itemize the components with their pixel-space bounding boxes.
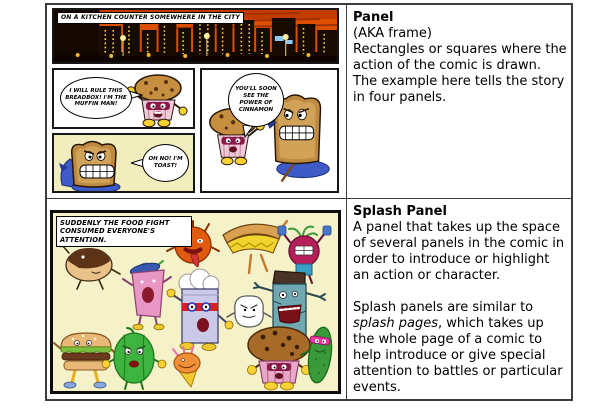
term-subtitle-panel: (AKA frame) [353,26,432,41]
splash-para2-before: Splash panels are similar to [353,300,534,315]
cell-panel-example [47,5,347,199]
pie-slice-character [223,221,287,273]
splash-caption-box: SUDDENLY THE FOOD FIGHT CONSUMED EVERYONE'S ATTENTION. [56,216,192,247]
term-title-splash-panel: Splash Panel [353,204,447,219]
comic-panel-toast [52,133,195,193]
cell-splash-example [47,199,347,399]
green-pepper-character [102,328,166,389]
comic-panel-muffin [52,68,195,129]
toast-speech-bubble: OH NO! I'M TOAST! [142,144,189,182]
term-body-splash-2 [353,300,567,396]
pink-bucket-character [123,261,171,330]
splash-comic-panel [50,210,341,394]
city-caption-box: ON A KITCHEN COUNTER SOMEWHERE IN THE CITY [57,12,244,24]
milk-carton-character [167,269,233,351]
speech-bubble-tail [242,125,254,138]
donut-character [58,241,120,289]
muffin-speech-bubble: I WILL RULE THIS BREADBOX! I'M THE MUFFIN MAN! [60,77,132,119]
splash-muffin-character [248,327,311,390]
comic-panel-city [52,8,339,64]
shrimp-character [173,347,200,387]
vocabulary-table [45,3,573,401]
marshmallow-character [227,296,271,327]
cinnamon-speech-bubble: YOU'LL SOON SEE THE POWER OF CINNAMON [228,73,284,127]
term-body-panel: Rectangles or squares where the action of the comic is drawn. The example here tells the story in four panels. [353,42,567,105]
comic-panel-cinnamon [200,68,339,193]
splash-para2-after: , which takes up the whole page of a comic to help introduce or give special attention to battles or particular events. [353,316,563,395]
splash-para2-italic-term: splash pages [353,316,438,331]
cell-splash-definition [347,199,571,399]
term-body-splash-1: A panel that takes up the space of several panels in the comic in order to introduce or highlight an action or character. [353,220,565,283]
cell-panel-definition [347,5,571,199]
term-title-panel: Panel [353,10,394,25]
